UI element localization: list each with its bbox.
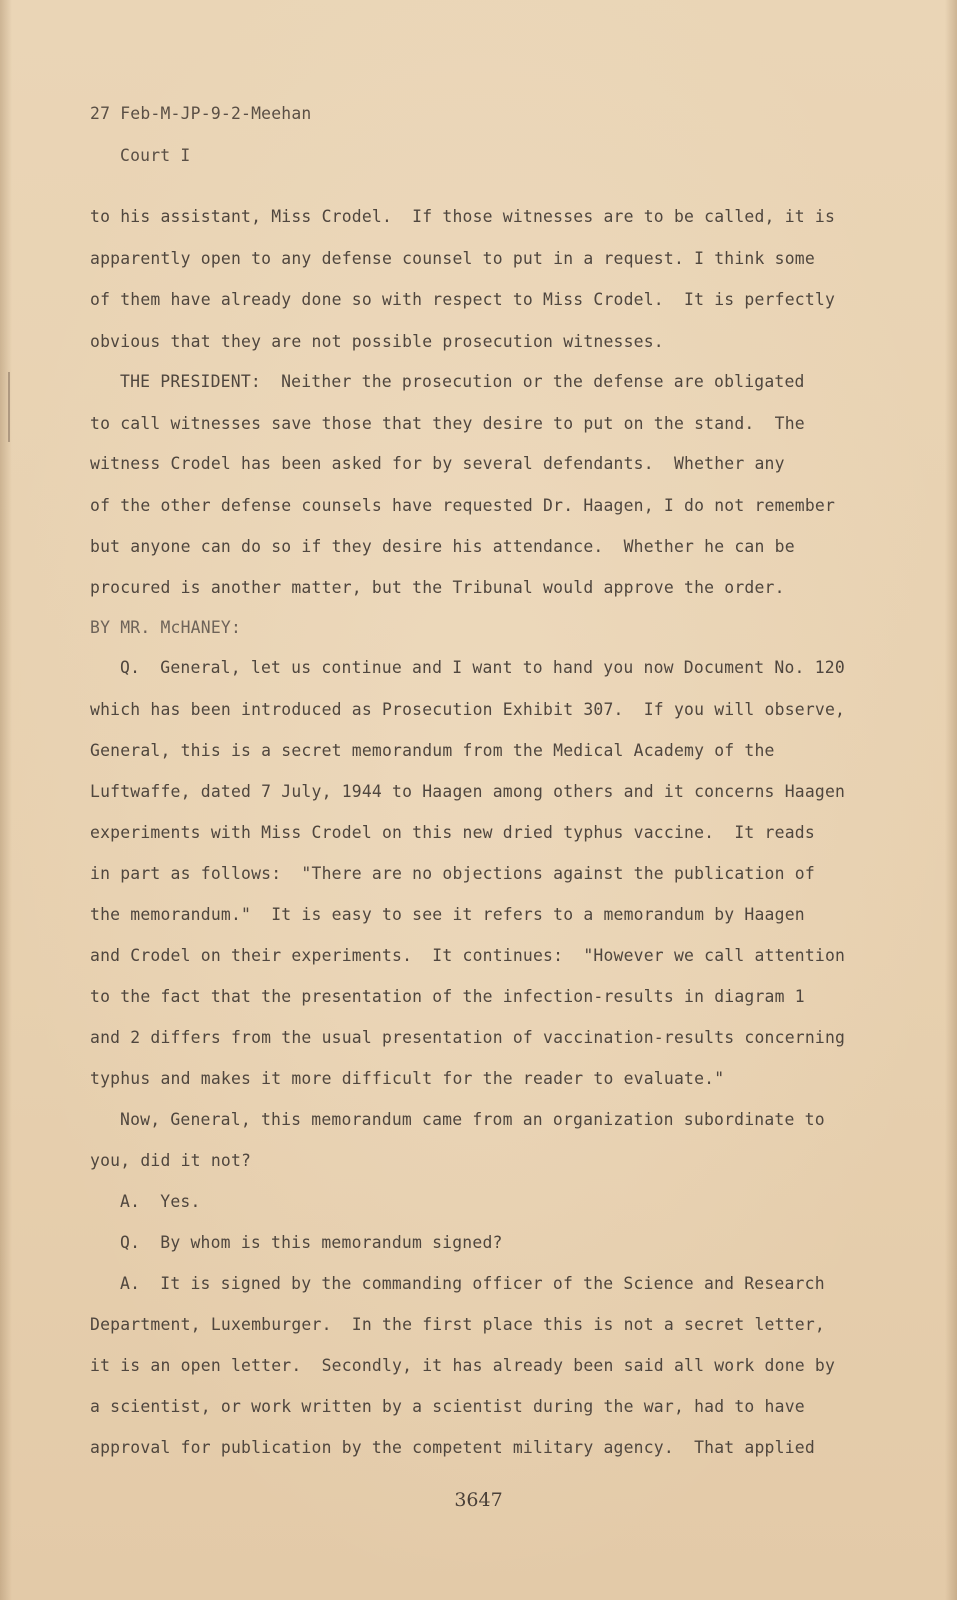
transcript-line-30: a scientist, or work written by a scientist during the war, had to have: [90, 1397, 805, 1416]
transcript-line-8: of the other defense counsels have requested Dr. Haagen, I do not remember: [90, 496, 836, 515]
transcript-line-24: you, did it not?: [90, 1151, 252, 1170]
transcript-line-22: typhus and makes it more difficult for the reader to evaluate.": [90, 1069, 725, 1088]
transcript-line-9: but anyone can do so if they desire his attendance. Whether he can be: [90, 537, 795, 556]
transcript-line-4: obvious that they are not possible prosecution witnesses.: [90, 332, 664, 351]
transcript-line-15: Luftwaffe, dated 7 July, 1944 to Haagen among others and it concerns Haagen: [90, 782, 846, 801]
transcript-line-12: Q. General, let us continue and I want to hand you now Document No. 120: [120, 658, 845, 677]
transcript-line-20: to the fact that the presentation of the infection-results in diagram 1: [90, 987, 805, 1006]
transcript-line-27: A. It is signed by the commanding officer of the Science and Research: [120, 1274, 825, 1293]
transcript-line-11: BY MR. McHANEY:: [90, 618, 242, 637]
page-right-edge: [945, 0, 957, 1600]
transcript-line-21: and 2 differs from the usual presentation of vaccination-results concerning: [90, 1028, 846, 1047]
transcript-line-5: THE PRESIDENT: Neither the prosecution or the defense are obligated: [120, 372, 805, 391]
transcript-line-23: Now, General, this memorandum came from an organization subordinate to: [120, 1110, 825, 1129]
margin-pencil-mark: [8, 372, 10, 442]
transcript-line-7: witness Crodel has been asked for by several defendants. Whether any: [90, 454, 785, 473]
transcript-line-6: to call witnesses save those that they desire to put on the stand. The: [90, 414, 805, 433]
transcript-line-3: of them have already done so with respect to Miss Crodel. It is perfectly: [90, 290, 836, 309]
page-left-edge: [0, 0, 12, 1600]
transcript-line-25: A. Yes.: [120, 1192, 201, 1211]
transcript-line-16: experiments with Miss Crodel on this new dried typhus vaccine. It reads: [90, 823, 815, 842]
transcript-line-13: which has been introduced as Prosecution Exhibit 307. If you will observe,: [90, 700, 846, 719]
transcript-line-28: Department, Luxemburger. In the first place this is not a secret letter,: [90, 1315, 825, 1334]
document-header-court: Court I: [120, 146, 191, 165]
transcript-line-10: procured is another matter, but the Tribunal would approve the order.: [90, 578, 785, 597]
transcript-line-31: approval for publication by the competent military agency. That applied: [90, 1438, 815, 1457]
transcript-line-2: apparently open to any defense counsel to put in a request. I think some: [90, 249, 815, 268]
transcript-line-1: to his assistant, Miss Crodel. If those witnesses are to be called, it is: [90, 207, 836, 226]
transcript-line-19: and Crodel on their experiments. It continues: "However we call attention: [90, 946, 846, 965]
transcript-line-18: the memorandum." It is easy to see it refers to a memorandum by Haagen: [90, 905, 805, 924]
transcript-line-17: in part as follows: "There are no objections against the publication of: [90, 864, 815, 883]
transcript-line-26: Q. By whom is this memorandum signed?: [120, 1233, 503, 1252]
transcript-line-14: General, this is a secret memorandum from the Medical Academy of the: [90, 741, 775, 760]
page-number: 3647: [454, 1489, 503, 1511]
transcript-line-29: it is an open letter. Secondly, it has already been said all work done by: [90, 1356, 836, 1375]
document-header-id: 27 Feb-M-JP-9-2-Meehan: [90, 104, 312, 123]
